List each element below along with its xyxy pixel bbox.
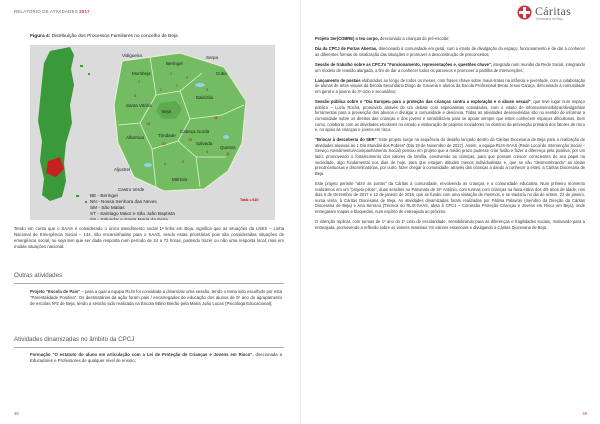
paragraph — [315, 99, 585, 133]
place-label: Vidigueira — [122, 53, 142, 58]
legend-item: SS - Salvador e Santa Maria da Feira — [90, 217, 168, 220]
paragraph — [315, 219, 585, 230]
page-number: 49 — [582, 411, 587, 416]
paragraph — [315, 78, 585, 95]
legend-item: NN - Nossa Senhora das Neves — [90, 199, 157, 204]
report-year: 2017 — [79, 9, 90, 14]
paragraph-label: Sessão pública sobre o "Dia Europeu para a proteção das crianças contra a exploração e o abuso sexual" — [315, 99, 531, 105]
paragraph — [315, 181, 585, 215]
island-3 — [76, 195, 79, 197]
count-label: 2 — [182, 160, 184, 164]
section-title-cpcj: Atividades dinamizadas no âmbito da CPCJ — [14, 336, 135, 343]
place-label: Quintos — [220, 145, 236, 150]
logo-name: Cáritas — [535, 4, 572, 18]
place-label: Cabeça Gorda — [180, 129, 210, 134]
figure-caption — [30, 34, 178, 39]
legend-item: SM - São Matias — [90, 205, 125, 210]
place-label: Beringel — [166, 61, 183, 66]
reservoir-3 — [223, 135, 229, 139]
count-label: 14 — [146, 122, 150, 126]
count-label: 22 — [162, 142, 166, 146]
count-label: 1 — [160, 88, 162, 92]
paragraph-text: elaborados ao longo de todos os meses, com frases chave sobre maus-tratos na infância e juventude, com a colaboração de alunas de artes visuais da Escola Secundária Diogo de Gouveia e alunos da Escola Profissional Bento Jesus Caraça, direcionado à comunidade em geral e a jovens do 3º ciclo e secundário; — [315, 77, 586, 94]
count-label: 3 — [206, 88, 208, 92]
count-label: 2 — [170, 72, 172, 76]
right-column — [315, 36, 585, 235]
paragraph — [315, 137, 585, 176]
count-label: 2 — [138, 80, 140, 84]
formacao-label: Formação "O estatuto do aluno em articulação com a Lei de Proteção de Crianças e Jovens em Risco" — [30, 352, 253, 357]
legend-item: ST - Santiago Maior e São João Baptista — [90, 211, 175, 216]
paragraph-label: "Brincar à descoberta do SER" — [315, 137, 377, 143]
district-map — [30, 45, 275, 220]
formacao-paragraph — [30, 352, 282, 364]
page-number: 46 — [14, 411, 19, 416]
place-label: Albernoa — [126, 135, 145, 140]
paragraph — [315, 62, 585, 73]
project-label: Projeto "Escola de Pais" — [30, 289, 81, 294]
paragraph-text: direcionado a crianças do pré-escolar; — [378, 36, 450, 41]
intro-paragraph: Tendo em conta que o SAAS é considerado o único atendimento social 1ª linha em Beja, significa que as situações da LNES – Linha Nacional de Emergência Social – 144, são encaminhadas para o SAAS, sendo estas prioritárias pois são consideradas situações de emergência social, ou seja tem que ser dada resposta num período de 24 a 72 horas, podendo trazer ou não uma resposta local, mas em muitas situações nacional. — [14, 226, 284, 249]
place-label: Santa Vitória — [126, 103, 152, 108]
figure-caption-text: Distribuição dos Processos Familiares no concelho de Beja — [51, 34, 178, 39]
paragraph-text: direcionado à comunidade em geral, com o intuito de divulgação do espaço, funcionamento e de dar a conhecer as diferentes formas de sinalização das situações e promover a desconstrução de preconceitos; — [315, 46, 585, 57]
caritas-cross-icon — [517, 5, 532, 20]
count-label: 11 — [226, 152, 230, 156]
paragraph-text: Este projeto permite "abrir as portas" da Cáritas à comunidade, envolvendo as crianças e a comunidade educativa. Num primeiro momento realizámos em um "projeto-piloto", duas sessões no Patronato de Stº António, com turmas com crianças na faixa etária dos 4/5 anos de idade, nos dias 6 de Dezembro de 2017 e 12 de janeiro de 2018, que se fundiu com uma visitação de mesmos, e se traduziu no dia de ontem, 22 de janeiro, numa visita, à Cáritas Diocesana de Beja. As atividades dinamizadas foram realizadas por Fátima Palavras (membro da Direção da Cáritas Diocesana de Beja) e Ana Serrano (Técnica do RLIS-SAAS, afeta à CPCJ – Comissão Proteção Crianças e Jovens em Risco em Beja), onde entregaram mapas e bloquedas, num espírito de entreajuda ao próximo. — [315, 181, 585, 214]
place-label: Mombeja — [132, 71, 151, 76]
place-label: Trindade — [158, 133, 176, 138]
place-label: Serpa — [206, 55, 219, 60]
island-1 — [80, 65, 83, 67]
paragraph — [315, 46, 585, 57]
figure-caption-label: Figura 4: — [30, 34, 51, 39]
project-text: – para a qual a equipa RLIS foi convidada a dinamizar uma sessão, tendo o tema sido escolhido por esta "Parentalidade Positiva". Os destinatários da ação foram pais / encarregados de educação dos alunos de 5º ano do agrupamento de escolas Nº2 de Beja, tendo a sessão sido realizada na Escola Mário Beirão pela Maria João Lucas (Psicóloga Educacional); — [30, 289, 282, 306]
count-label: 13 — [188, 138, 192, 142]
count-label: 4 — [164, 162, 166, 166]
running-header — [14, 9, 90, 14]
count-label: 4 — [206, 150, 208, 154]
place-label: Beja — [162, 109, 172, 114]
right-page — [300, 0, 600, 424]
caritas-logo — [517, 4, 589, 24]
paragraph-label: Lançamento de postais — [315, 77, 361, 83]
count-label: 3 — [186, 76, 188, 80]
paragraph-text: , que teve lugar num espaço público – Luzia Rocha, promovido através de um debate com especialistas convidados, com o intuito de informar/sensibilizar/divulgar/dar ferramentas para a prevenção dos abusos e divulgar a comunidade e denúncia. Todas as atividades desenvolvidas são no sentido de informar a comunidade sobre os direitos das crianças e dos jovens e sensibilizá-la para se apoiar sempre que estes conhecem espaços dificultosos, bem como, colaborar com as atividades escolares no estudo e elaboração de projetos inovadores no domínio da prevenção primária dos fatores de risco e, no apoio às crianças e jovens em risco. — [315, 99, 585, 133]
reservoir-1 — [195, 83, 205, 87]
count-label: 8 — [134, 94, 136, 98]
place-label: Aljustrel — [114, 167, 131, 172]
paragraph-text: integrada num reunião da Rede Social, integrando um modelo de reunião alargada, a fim de dar a conhecer todos os parceiros e promover a partilha de intervenções; — [315, 61, 585, 73]
legend-item: BE - Beringel — [90, 193, 118, 198]
count-label: 11 — [214, 116, 218, 120]
place-label: Castro Verde — [118, 187, 145, 192]
paragraph-label: Dia da CPCJ de Portas Abertas, — [315, 46, 378, 52]
project-paragraph — [30, 289, 282, 307]
paragraph-label: Projeto Ser(COBRE) o teu corpo, — [315, 36, 379, 41]
reservoir-2 — [144, 163, 152, 167]
section-rule — [14, 283, 284, 284]
paragraph-text: : Este projeto surge na sequência do desafio lançado dentro da Cáritas Diocesana de Beja para a realização de atividades alusivas ao 1 Dia Mundial dos Pobres" (Dia 19 de Novembro de 2017). Assim, a equipa RLIS-SAAS (Rede Local de Intervenção Social – Serviço Atendimento/Acompanhamento Social) pensou em projeto que a médio prazo pudesse criar fusão e fazer a diferença pela positiva, por um lado, promovendo o fortalecimento dos valores da família, envolvendo as crianças, para que possam crescer conscientes do seu papel na sociedade, algo fundamental nos dias de hoje, para que estejam atitudes menos individualistas e, que se vão "desmembrando" as ideias preconceituosas e discriminatórias, por outro, fazer chegar à comunidade, através das crianças a dando a conhecer a estes, a Cáritas Diocesana de Beja. — [315, 137, 585, 176]
island-4 — [85, 201, 87, 203]
island-2 — [88, 73, 90, 75]
paragraph — [315, 36, 585, 42]
count-label: 7 — [176, 84, 178, 88]
section-rule — [14, 347, 284, 348]
place-label: Salvada — [196, 141, 213, 146]
logo-subtitle: Diocesana de Beja — [536, 17, 563, 21]
report-label: RELATÓRIO DE ATIVIDADES — [14, 9, 78, 14]
place-label: Cuba — [216, 71, 227, 76]
section-title-other-activities: Outras atividades — [14, 272, 63, 279]
place-label: Baleizão — [196, 95, 214, 100]
place-label: Mértola — [172, 177, 188, 182]
paragraph-text: O intenção replicar, com turmas de 1º ano do 1º ciclo de escolaridade, sensibilizando para as diferenças e fragilidades sociais, motivando para a entreajuda, promovendo a reflexão sobre os valores materiais VS valores essenciais e divulgando a Cáritas Diocesana de Beja. — [315, 219, 585, 230]
paragraph-label: Sessão de trabalho sobre as CPCJ's "Funcionamento, representações e, questões chave", — [315, 61, 492, 67]
formacao-text: , direcionada a Educadores e Professores de qualquer nível de ensino; — [30, 352, 282, 363]
map-total: Total = 610 — [240, 198, 259, 202]
